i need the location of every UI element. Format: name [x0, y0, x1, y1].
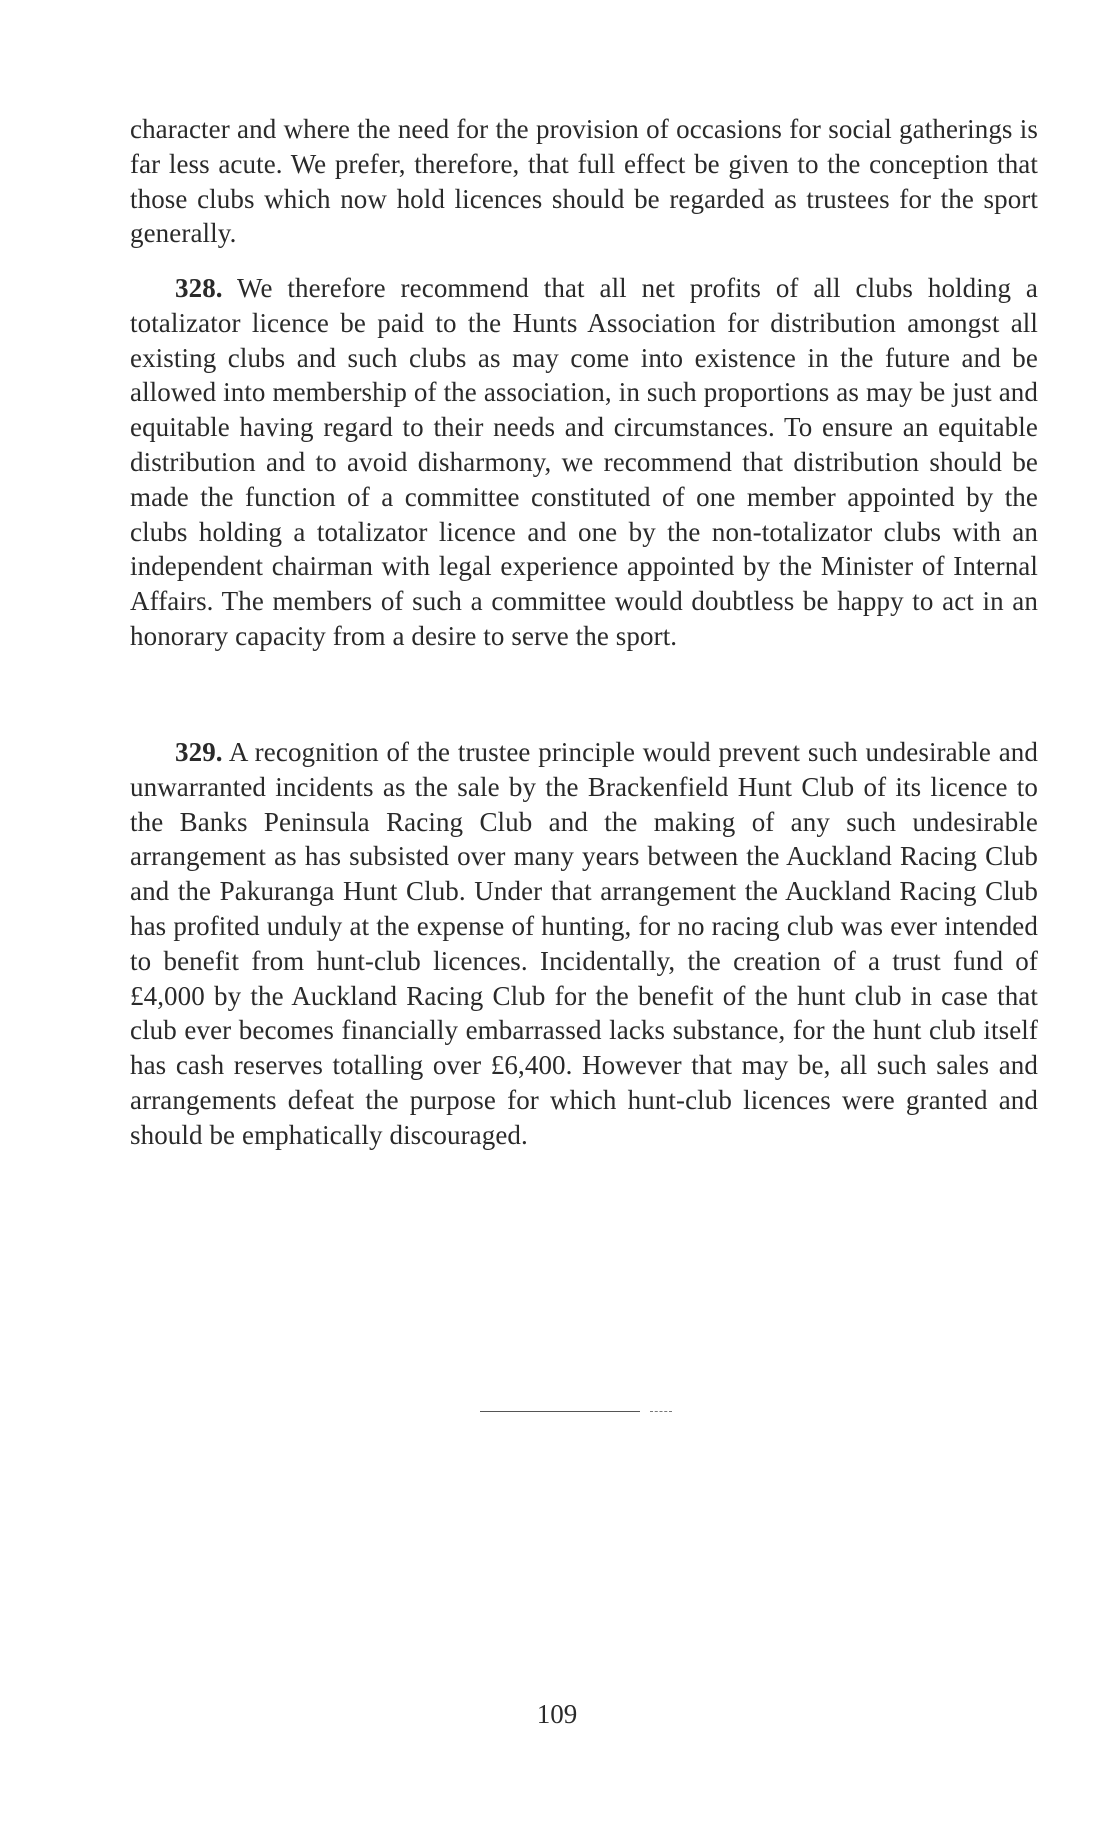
paragraph-329 — [130, 735, 1038, 1153]
paragraph-number: 329. — [175, 737, 223, 767]
paragraph-number: 328. — [175, 273, 223, 303]
page-number: 109 — [536, 1699, 578, 1729]
paragraph-continuation — [130, 112, 1038, 251]
section-divider — [480, 1411, 640, 1412]
paragraph-text: A recognition of the trustee principle would prevent such undesirable and unwarranted incidents as the sale by the Brackenfield Hunt Club of its licence to the Banks Peninsula Racing Club and the making of any such undesirable arrangement as has subsisted over many years between the Auckland Racing Club and the Pakuranga Hunt Club. Under that arrangement the Auckland Racing Club has profited unduly at the expense of hunting, for no racing club was ever intended to benefit from hunt-club licences. Incidentally, the creation of a trust fund of £4,000 by the Auckland Racing Club for the benefit of the hunt club in case that club ever becomes financially embarrassed lacks substance, for the hunt club itself has cash reserves totalling over £6,400. However that may be, all such sales and arrangements defeat the purpose for which hunt-club licences were granted and should be emphatically discouraged. — [130, 737, 1038, 1150]
paragraph-328 — [130, 271, 1038, 654]
paragraph-text: character and where the need for the provision of occasions for social gatherings is far less acute. We prefer, therefore, that full effect be given to the conception that those clubs which now hold licences should be regarded as trustees for the sport generally. — [130, 114, 1038, 249]
section-divider-dash — [650, 1411, 672, 1412]
paragraph-text: We therefore recommend that all net profits of all clubs holding a totalizator licence be paid to the Hunts Association for distribution amongst all existing clubs and such clubs as may come into existence in the future and be allowed into membership of the association, in such proportions as may be just and equitable having regard to their needs and circumstances. To ensure an equitable distribution and to avoid disharmony, we recommend that distribution should be made the function of a committee constituted of one member appointed by the clubs holding a totalizator licence and one by the non-totalizator clubs with an independent chairman with legal experience appointed by the Minister of Internal Affairs. The members of such a committee would doubtless be happy to act in an honorary capacity from a desire to serve the sport. — [130, 273, 1038, 651]
